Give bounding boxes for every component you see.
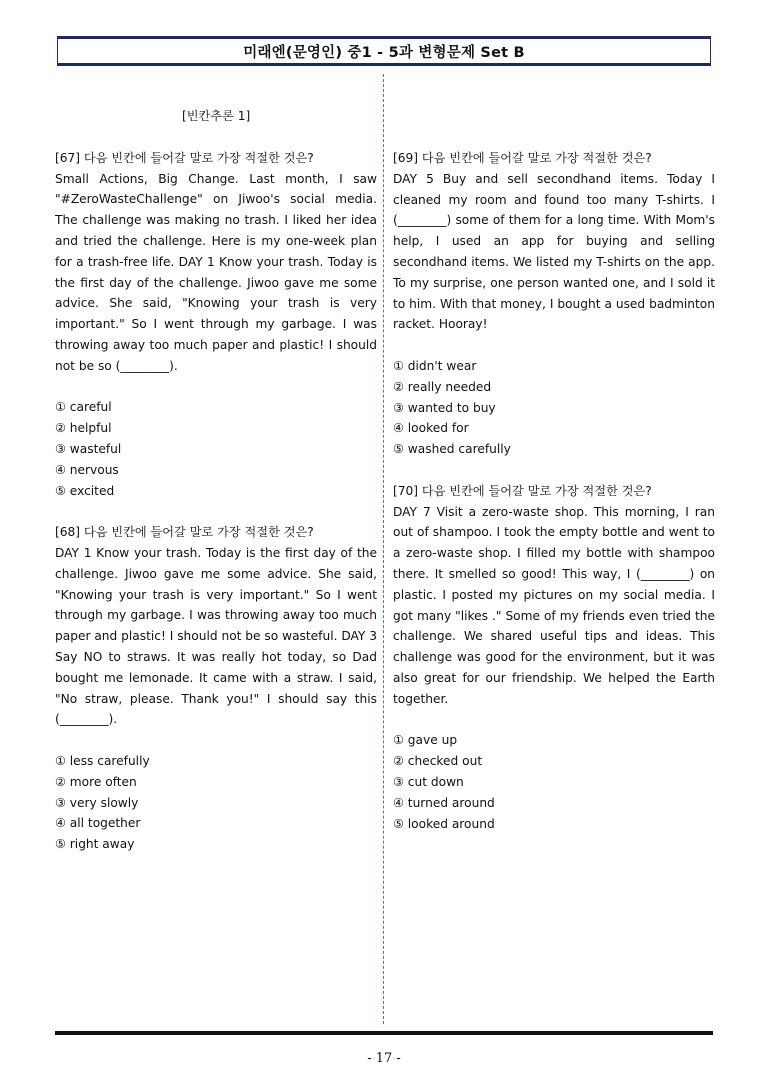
option-list — [55, 751, 377, 855]
option-item[interactable]: ② helpful — [55, 421, 112, 436]
option-item[interactable]: ④ nervous — [55, 462, 119, 477]
option-item[interactable]: ⑤ right away — [55, 837, 135, 852]
right-column — [393, 148, 715, 855]
question-passage: DAY 7 Visit a zero-waste shop. This morning, I ran out of shampoo. I took the empty bottle and went to a zero-waste shop. I filled my bottle with shampoo there. It smelled so good! This way, I (________) on plastic. I posted my pictures on my social media. I got many "likes ." Some of my friends even tried the challenge. We shared useful tips and ideas. This challenge was good for the environment, but it was also great for our friendship. We helped the Earth together. — [393, 504, 715, 706]
question-passage: Small Actions, Big Change. Last month, I saw "#ZeroWasteChallenge" on Jiwoo's social media. The challenge was making no trash. I liked her idea and tried the challenge. Here is my one-week plan for a trash-free life. DAY 1 Know your trash. Today is the first day of the challenge. Jiwoo gave me some advice. She said, "Knowing your trash is very important." So I went through my garbage. I was throwing away too much paper and plastic! I should not be so (________). — [55, 171, 377, 373]
option-item[interactable]: ⑤ excited — [55, 483, 115, 498]
option-item[interactable]: ① careful — [55, 400, 112, 415]
option-item[interactable]: ③ very slowly — [55, 795, 139, 810]
question-heading: [67] 다음 빈칸에 들어갈 말로 가장 적절한 것은? — [55, 150, 314, 165]
option-item[interactable]: ④ turned around — [393, 795, 495, 810]
option-list — [393, 356, 715, 460]
question-68 — [55, 522, 377, 855]
question-passage: DAY 1 Know your trash. Today is the first day of the challenge. Jiwoo gave me some advice. She said, "Knowing your trash is very important." So I went through my garbage. I was throwing away too much paper and plastic! I should not be so wasteful. DAY 3 Say NO to straws. It was really hot today, so Dad bought me lemonade. It came with a straw. I said, "No straw, please. Thank you!" I should say this (________). — [55, 545, 377, 727]
page-header — [57, 36, 711, 66]
option-item[interactable]: ③ wasteful — [55, 441, 122, 456]
page-number: - 17 - — [367, 1051, 401, 1066]
question-passage: DAY 5 Buy and sell secondhand items. Today I cleaned my room and found too many T-shirts. I (________) some of them for a long time. With Mom's help, I used an app for buying and selling secondhand items. We listed my T-shirts on the app. To my surprise, one person wanted one, and I sold it to him. With that money, I bought a used badminton racket. Hooray! — [393, 171, 715, 332]
page-title: 미래엔(문영인) 중1 - 5과 변형문제 Set B — [243, 44, 525, 61]
footer-rule — [55, 1031, 713, 1035]
column-divider — [383, 74, 384, 1024]
question-70 — [393, 481, 715, 835]
question-heading: [69] 다음 빈칸에 들어갈 말로 가장 적절한 것은? — [393, 151, 652, 165]
option-item[interactable]: ② more often — [55, 774, 137, 789]
question-heading: [68] 다음 빈칸에 들어갈 말로 가장 적절한 것은? — [55, 525, 314, 540]
option-list — [55, 397, 377, 501]
option-item[interactable]: ④ all together — [55, 816, 141, 831]
option-item[interactable]: ① didn't wear — [393, 358, 477, 373]
option-item[interactable]: ③ wanted to buy — [393, 400, 496, 415]
question-69 — [393, 148, 715, 460]
option-item[interactable]: ③ cut down — [393, 774, 464, 789]
left-column — [55, 106, 377, 876]
question-heading: [70] 다음 빈칸에 들어갈 말로 가장 적절한 것은? — [393, 483, 652, 498]
section-label: [빈칸추론 1] — [182, 109, 251, 123]
option-item[interactable]: ⑤ washed carefully — [393, 442, 511, 457]
question-67 — [55, 148, 377, 502]
option-item[interactable]: ⑤ looked around — [393, 816, 495, 831]
option-list — [393, 730, 715, 834]
option-item[interactable]: ① less carefully — [55, 753, 150, 768]
option-item[interactable]: ② really needed — [393, 379, 492, 394]
option-item[interactable]: ① gave up — [393, 733, 458, 748]
option-item[interactable]: ④ looked for — [393, 421, 469, 436]
option-item[interactable]: ② checked out — [393, 754, 483, 769]
